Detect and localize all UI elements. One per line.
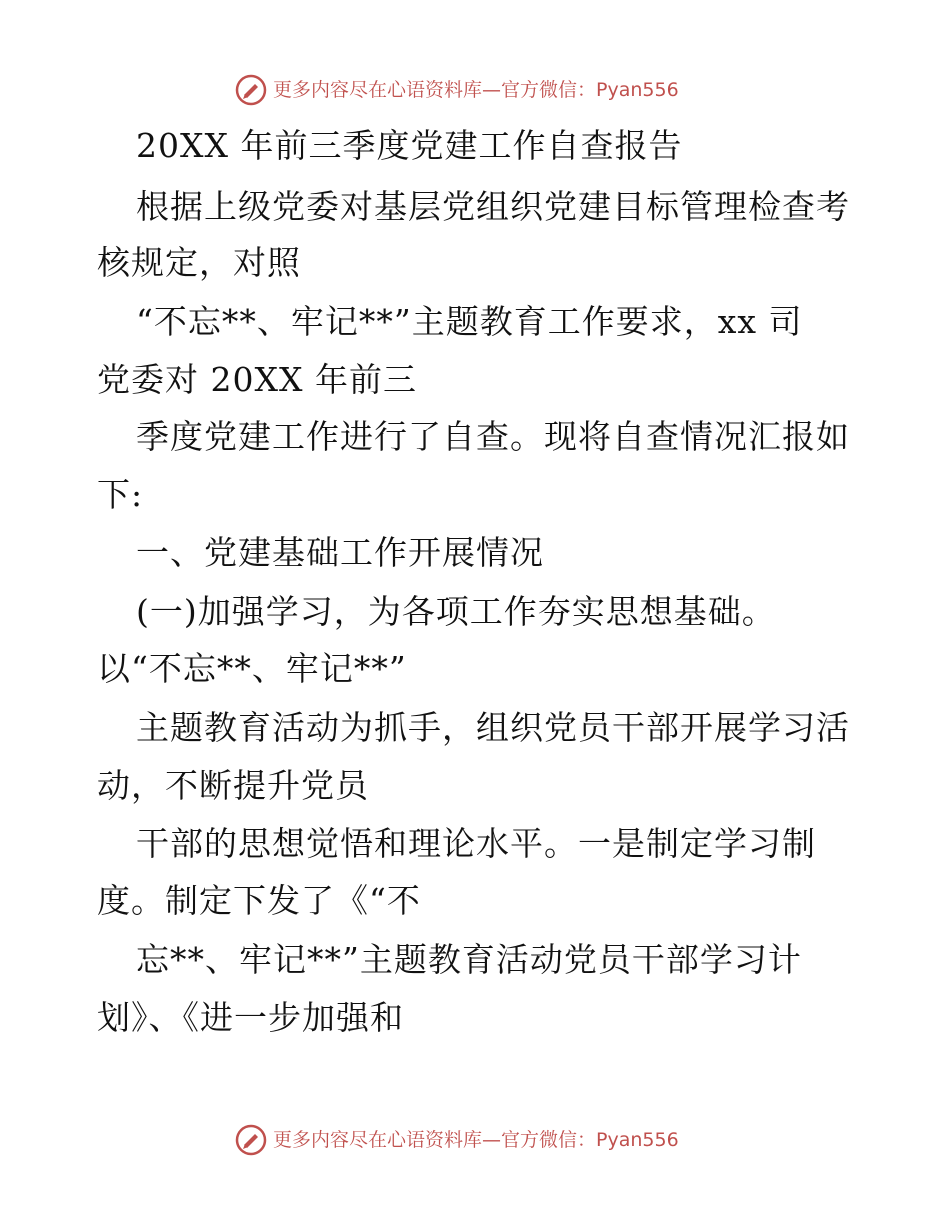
paragraph-line: 主题教育活动为抓手，组织党员干部开展学习活	[136, 708, 850, 747]
paragraph-line: 度。制定下发了《“不	[97, 881, 421, 920]
footer-banner	[0, 1120, 950, 1160]
subsection-heading: (一)加强学习，为各项工作夯实思想基础。	[136, 592, 776, 631]
section-heading: 一、党建基础工作开展情况	[136, 533, 544, 572]
paragraph-line: 下:	[97, 475, 144, 514]
paragraph-line: 党委对 20XX 年前三	[97, 360, 417, 399]
header-banner	[0, 70, 950, 110]
paragraph-line: “不忘**、牢记**”主题教育工作要求，xx 司	[136, 302, 803, 341]
paragraph-line: 动，不断提升党员	[97, 766, 369, 805]
red-book-pen-icon	[235, 74, 267, 106]
paragraph-line: 以“不忘**、牢记**”	[97, 649, 407, 688]
document-title: 20XX 年前三季度党建工作自查报告	[136, 126, 683, 165]
paragraph-line: 忘**、牢记**”主题教育活动党员干部学习计	[136, 940, 802, 979]
paragraph-line: 核规定，对照	[97, 243, 301, 282]
paragraph-line: 根据上级党委对基层党组织党建目标管理检查考	[136, 187, 850, 226]
banner-text: 更多内容尽在心语资料库—官方微信：Pyan556	[273, 1129, 679, 1151]
red-book-pen-icon	[235, 1124, 267, 1156]
banner-text: 更多内容尽在心语资料库—官方微信：Pyan556	[273, 79, 679, 101]
paragraph-line: 划》、《进一步加强和	[97, 998, 404, 1037]
paragraph-line: 干部的思想觉悟和理论水平。一是制定学习制	[136, 824, 816, 863]
paragraph-line: 季度党建工作进行了自查。现将自查情况汇报如	[136, 417, 850, 456]
